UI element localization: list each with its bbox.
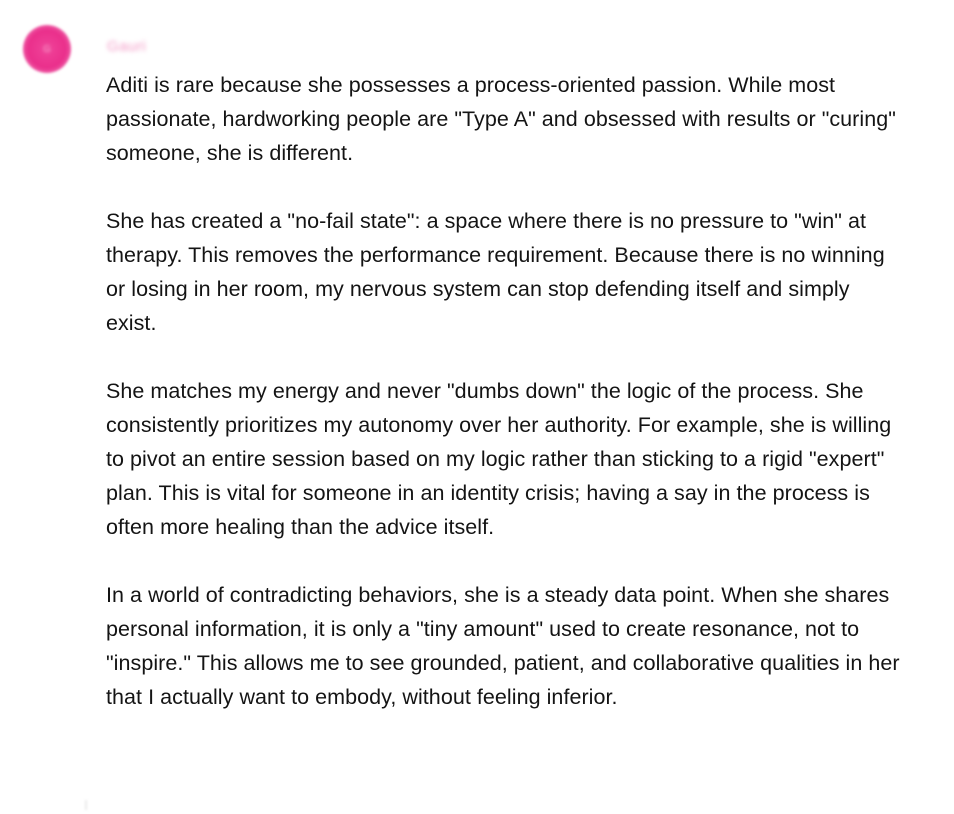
review-paragraph: In a world of contradicting behaviors, she is a steady data point. When she shares personal information, it is only a "tiny amount" used to create resonance, not to "inspire." This allows me to see grounded, patient, and collaborative qualities in her that I actually want to embody, without feeling inferior. xyxy=(106,583,900,709)
review-paragraph: Aditi is rare because she possesses a process-oriented passion. While most passionate, hardworking people are "Type A" and obsessed with results or "curing" someone, she is different. xyxy=(106,73,896,165)
faint-divider xyxy=(85,800,87,810)
review-paragraph: She matches my energy and never "dumbs down" the logic of the process. She consistently prioritizes my autonomy over her authority. For example, she is willing to pivot an entire session based on my logic rather than sticking to a rigid "expert" plan. This is vital for someone in an identity crisis; having a say in the process is often more healing than the advice itself. xyxy=(106,379,892,539)
author-name[interactable]: Gauri xyxy=(107,38,147,55)
avatar[interactable] xyxy=(23,25,71,73)
review-text xyxy=(106,68,906,748)
avatar-initial: G xyxy=(43,43,51,55)
review-paragraph: She has created a "no-fail state": a space where there is no pressure to "win" at therapy. This removes the performance requirement. Because there is no winning or losing in her room, my nervous system can stop defending itself and simply exist. xyxy=(106,209,885,335)
